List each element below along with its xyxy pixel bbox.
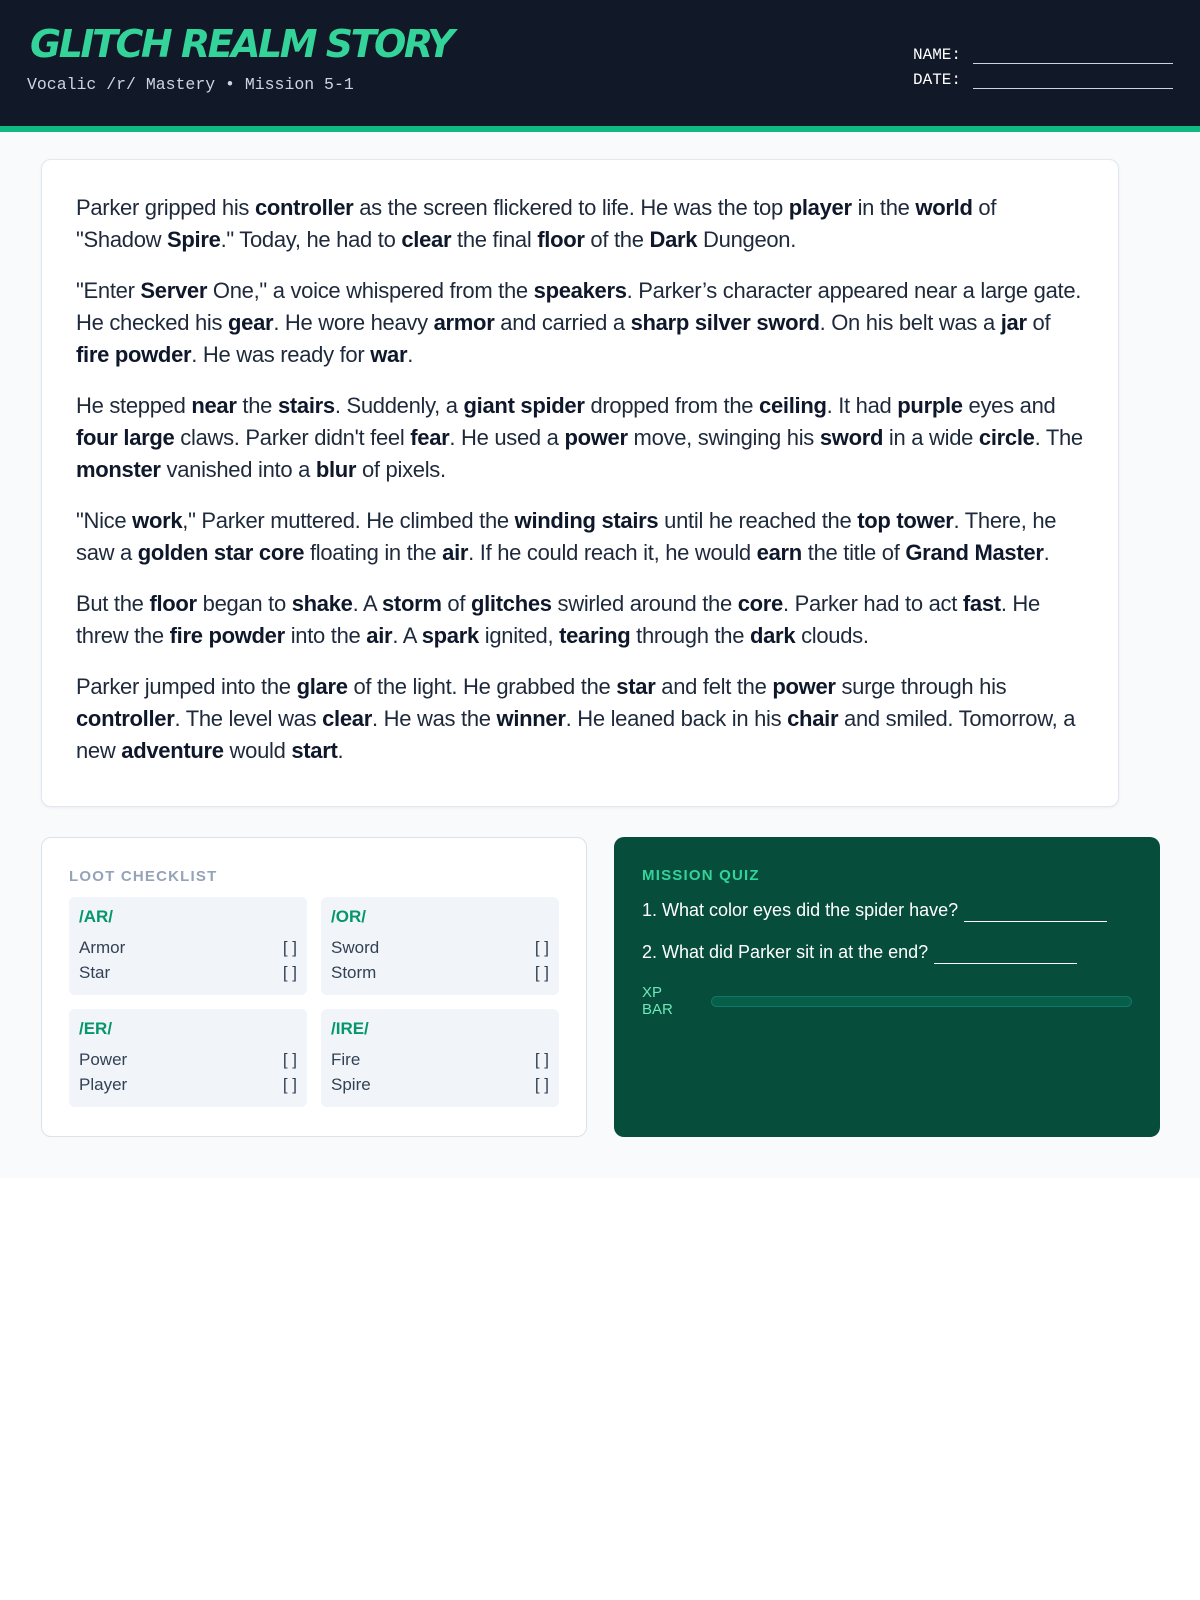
story-text: . He leaned back in his (565, 706, 788, 731)
story-text: the (236, 393, 278, 418)
target-word: core (737, 591, 783, 616)
target-word: gear (228, 310, 274, 335)
checklist-grid (69, 897, 559, 1107)
story-text: until he reached the (658, 508, 858, 533)
story-text: the final (451, 227, 538, 252)
story-text: of (1026, 310, 1051, 335)
target-word: controller (76, 706, 175, 731)
xp-track (711, 996, 1132, 1007)
target-word: glare (296, 674, 348, 699)
story-text: Parker gripped his (76, 195, 255, 220)
target-word: Spire (167, 227, 221, 252)
story-text: . Parker had to act (783, 591, 963, 616)
target-word: armor (433, 310, 495, 335)
story-text: ignited, (478, 623, 560, 648)
loot-group (321, 897, 559, 995)
story-text: would (223, 738, 292, 763)
story-text: . He wore heavy (273, 310, 434, 335)
story-text: and felt the (655, 674, 773, 699)
story-text: . The level was (174, 706, 323, 731)
story-text: of "Shadow (76, 195, 997, 252)
story-text: "Enter (76, 278, 141, 303)
target-word: sword (819, 425, 884, 450)
loot-word: Fire (331, 1050, 361, 1069)
target-word: winding stairs (514, 508, 659, 533)
story-text: surge through his (835, 674, 1007, 699)
target-word: adventure (121, 738, 224, 763)
story-text: . (407, 342, 414, 367)
target-word: golden star core (137, 540, 305, 565)
story-text: eyes and (962, 393, 1056, 418)
story-text: began to (196, 591, 292, 616)
story-text: ," Parker muttered. He climbed the (182, 508, 515, 533)
story-paragraph (76, 192, 1084, 256)
target-word: work (132, 508, 183, 533)
story-text: . (337, 738, 344, 763)
target-word: monster (76, 457, 161, 482)
header (0, 0, 1200, 132)
story-text: clouds. (795, 623, 869, 648)
loot-group-title: /OR/ (331, 907, 366, 926)
story-text: and smiled. Tomorrow, a new (76, 706, 1076, 763)
loot-word: Storm (331, 963, 377, 982)
xp-bar (642, 984, 1132, 1018)
quiz-question-text: 2. What did Parker sit in at the end? (642, 942, 929, 962)
target-word: ceiling (759, 393, 827, 418)
loot-checklist (41, 837, 587, 1137)
loot-word: Player (79, 1075, 128, 1094)
story-text: swirled around the (551, 591, 738, 616)
target-word: clear (322, 706, 373, 731)
story-text: of the (584, 227, 650, 252)
story-text: and carried a (494, 310, 631, 335)
target-word: power (564, 425, 628, 450)
story-text: Dungeon. (697, 227, 797, 252)
checklist-label: LOOT CHECKLIST (69, 868, 218, 885)
target-word: spark (421, 623, 479, 648)
target-word: Server (140, 278, 208, 303)
quiz-question (642, 900, 1132, 922)
story-text: Parker jumped into the (76, 674, 297, 699)
quiz-questions (642, 900, 1132, 964)
date-label: DATE: (912, 71, 961, 89)
mission-quiz (614, 837, 1160, 1137)
target-word: fast (962, 591, 1001, 616)
target-word: fire powder (76, 342, 192, 367)
story-text: ." Today, he had to (220, 227, 402, 252)
story-text: . He threw the (76, 591, 1040, 648)
target-word: fear (410, 425, 450, 450)
target-word: floor (537, 227, 585, 252)
target-word: top tower (857, 508, 954, 533)
target-word: floor (149, 591, 197, 616)
story-text: . A (392, 623, 422, 648)
name-row (913, 39, 1173, 64)
loot-checkbox[interactable]: [ ] (534, 938, 549, 957)
story-paragraph (76, 671, 1084, 767)
target-word: tearing (559, 623, 631, 648)
story-text: . Parker’s character appeared near a large gate. He checked his (76, 278, 1082, 335)
loot-checkbox[interactable]: [ ] (282, 938, 297, 957)
story-text: claws. Parker didn't feel (174, 425, 411, 450)
quiz-question-text: 1. What color eyes did the spider have? (642, 900, 959, 920)
story-paragraph (76, 505, 1084, 569)
loot-item (331, 960, 549, 985)
target-word: star (616, 674, 656, 699)
story-text: . It had (826, 393, 898, 418)
target-word: controller (254, 195, 354, 220)
loot-checkbox[interactable]: [ ] (534, 963, 549, 982)
target-word: earn (756, 540, 802, 565)
story-text: through the (630, 623, 750, 648)
story-text: . If he could reach it, he would (468, 540, 757, 565)
target-word: storm (381, 591, 442, 616)
target-word: speakers (533, 278, 627, 303)
target-word: air (366, 623, 393, 648)
loot-group-title: /IRE/ (331, 1019, 369, 1038)
target-word: dark (749, 623, 796, 648)
loot-group (69, 897, 307, 995)
target-word: glitches (470, 591, 552, 616)
story-text: "Nice (76, 508, 133, 533)
quiz-answer-blank[interactable] (964, 900, 1107, 922)
date-row (913, 64, 1173, 89)
loot-item (79, 935, 297, 960)
target-word: start (291, 738, 338, 763)
loot-group-title: /ER/ (79, 1019, 113, 1038)
target-word: purple (897, 393, 963, 418)
target-word: world (915, 195, 973, 220)
target-word: war (370, 342, 408, 367)
story-text: as the screen flickered to life. He was the top (353, 195, 789, 220)
target-word: winner (496, 706, 566, 731)
target-word: blur (315, 457, 357, 482)
target-word: fire powder (169, 623, 285, 648)
loot-checkbox[interactable]: [ ] (534, 1050, 549, 1069)
loot-group (321, 1009, 559, 1107)
story-text: dropped from the (584, 393, 760, 418)
target-word: shake (291, 591, 353, 616)
quiz-label: MISSION QUIZ (642, 867, 760, 884)
story-text: . He was ready for (191, 342, 371, 367)
loot-checkbox[interactable]: [ ] (282, 1075, 297, 1094)
target-word: four large (76, 425, 175, 450)
target-word: sharp silver sword (630, 310, 820, 335)
loot-word: Spire (331, 1075, 371, 1094)
target-word: jar (1000, 310, 1027, 335)
target-word: chair (787, 706, 839, 731)
loot-group-title: /AR/ (79, 907, 113, 926)
story-text: move, swinging his (627, 425, 820, 450)
xp-label: XP BAR (642, 984, 673, 1018)
story-text: in a wide (883, 425, 979, 450)
story-text: floating in the (304, 540, 443, 565)
loot-item (331, 935, 549, 960)
quiz-question (642, 942, 1132, 964)
loot-word: Armor (79, 938, 126, 957)
target-word: stairs (277, 393, 335, 418)
name-field[interactable] (973, 48, 1173, 64)
loot-word: Star (79, 963, 111, 982)
story-text: He stepped (76, 393, 192, 418)
target-word: player (788, 195, 852, 220)
story-text: . He was the (372, 706, 497, 731)
target-word: power (772, 674, 836, 699)
target-word: circle (978, 425, 1035, 450)
story-text: vanished into a (160, 457, 316, 482)
name-label: NAME: (912, 46, 961, 64)
story-text: . On his belt was a (819, 310, 1001, 335)
name-date-fields (913, 39, 1173, 89)
story-text: into the (284, 623, 367, 648)
date-field[interactable] (973, 73, 1173, 89)
loot-checkbox[interactable]: [ ] (282, 963, 297, 982)
loot-checkbox[interactable]: [ ] (282, 1050, 297, 1069)
loot-item (331, 1047, 549, 1072)
story-text: . He used a (449, 425, 565, 450)
story-text: in the (851, 195, 916, 220)
loot-item (79, 1047, 297, 1072)
page-title: GLITCH REALM STORY (30, 22, 453, 66)
story-text: But the (76, 591, 150, 616)
loot-item (79, 1072, 297, 1097)
loot-checkbox[interactable]: [ ] (534, 1075, 549, 1094)
target-word: air (442, 540, 469, 565)
story-text: . Suddenly, a (334, 393, 464, 418)
story-paragraph (76, 275, 1084, 371)
story-text: . (1043, 540, 1050, 565)
target-word: giant spider (463, 393, 585, 418)
story-card (41, 159, 1119, 807)
story-text: of (441, 591, 471, 616)
story-text: . There, he saw a (76, 508, 1057, 565)
loot-group (69, 1009, 307, 1107)
story-paragraph (76, 588, 1084, 652)
story-text: the title of (801, 540, 906, 565)
loot-item (79, 960, 297, 985)
target-word: Grand Master (905, 540, 1044, 565)
target-word: Dark (649, 227, 698, 252)
loot-word: Sword (331, 938, 380, 957)
target-word: clear (401, 227, 452, 252)
loot-item (331, 1072, 549, 1097)
quiz-answer-blank[interactable] (934, 942, 1077, 964)
story-text: . A (352, 591, 382, 616)
page-subtitle: Vocalic /r/ Mastery • Mission 5-1 (27, 75, 354, 94)
story-text: . The (1034, 425, 1083, 450)
target-word: near (191, 393, 237, 418)
loot-word: Power (79, 1050, 128, 1069)
story-paragraph (76, 390, 1084, 486)
story-text: of the light. He grabbed the (347, 674, 617, 699)
story-text: of pixels. (356, 457, 446, 482)
story-text: One," a voice whispered from the (207, 278, 534, 303)
